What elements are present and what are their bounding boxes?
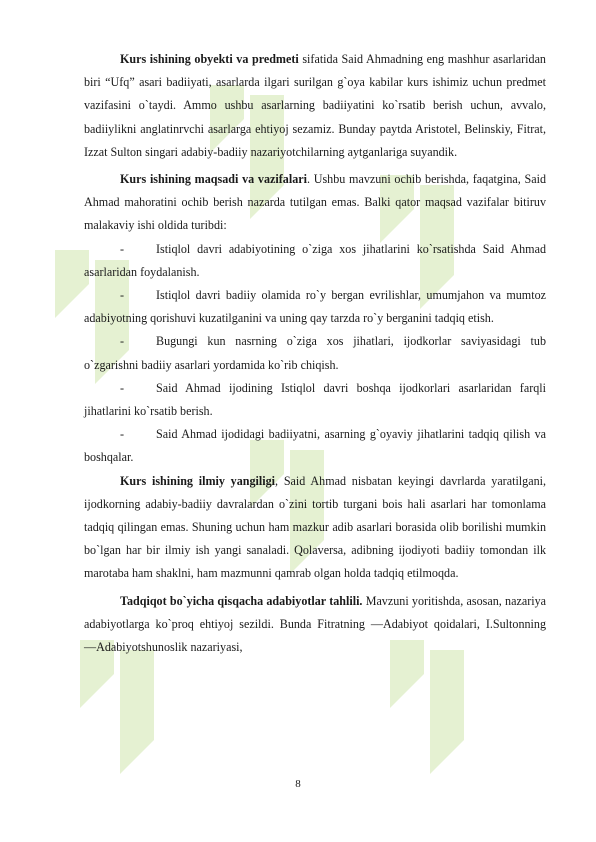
paragraph-goals-tasks xyxy=(84,168,546,238)
list-item-text: Said Ahmad ijodining Istiqlol davri boshqa ijodkorlari asarlaridan farqli jihatlarini ko`rsatib berish. xyxy=(84,380,546,419)
list-item-text: Bugungi kun nasrning o`ziga xos jihatlari, ijodkorlar saviyasidagi tub o`zgarishni badiiy asarlari yordamida ko`rib chiqish. xyxy=(84,334,546,372)
list-item xyxy=(84,238,546,284)
heading-scientific-novelty: Kurs ishining ilmiy yangiligi xyxy=(120,473,276,488)
paragraph-scientific-novelty xyxy=(84,470,546,586)
list-item-text: Istiqlol davri adabiyotining o`ziga xos jihatlarini ko`rsatishda Said Ahmad asarlaridan foydalanish. xyxy=(84,241,546,279)
document-body xyxy=(84,48,546,659)
list-dash: - xyxy=(120,427,125,442)
paragraph-text: sifatida Said Ahmadning eng mashhur asarlaridan biri “Ufq” asari badiiyati, asarlarda ilgari surilgan g`oya kabilar kurs ishimiz uchun predmet vazifasini o`taydi. Ammo ushbu asarlarning badiiyatini ko`rsatib berish uchun, avvalo, badiiylikni anglatinrvchi asarlarga ehtiyoj sezamiz. Bunday paytda Aristotel, Belinskiy, Fitrat, Izzat Sulton singari adabiy-badiiy nazariyotchilarning aytganlariga suyandik. xyxy=(84,52,546,159)
watermark-logo-mark xyxy=(390,640,464,774)
paragraph-text: . Ushbu mavzuni ochib berishda, faqatgina, Said Ahmad mahoratini ochib berish nazarda tutilgan emas. Balki qator maqsad vazifalar bitiruv malakaviy ishi oldida turibdi: xyxy=(84,172,546,233)
heading-goals-tasks: Kurs ishining maqsadi va vazifalari xyxy=(120,172,307,187)
list-dash: - xyxy=(120,380,125,395)
list-item xyxy=(84,377,546,423)
paragraph-text: , Said Ahmad nisbatan keyingi davrlarda yaratilgani, ijodkorning adabiy-badiiy davralardan o`zini tortib turgani bois hali asarlari har tomonlama tadqiq qilingan emas. Shuning uchun ham mazkur adib asarlari borasida olib borilishi mumkin bo`lgan har bir ilmiy ish yangi sanaladi. Qolaversa, adibning ijodiyoti badiiy tomondan ilk marotaba ham shaklni, ham mazmunni qamrab olgan holda tadqiq etilmoqda. xyxy=(84,473,547,581)
paragraph-literature-review xyxy=(84,590,546,660)
paragraph-text: Mavzuni yoritishda, asosan, nazariya adabiyotlarga ko`proq ehtiyoj sezildi. Bunda Fitratning ―Adabiyot qoidalari, I.Sultonning ―Adabiyotshunoslik nazariyasi, xyxy=(84,593,546,655)
list-item-text: Istiqlol davri badiiy olamida ro`y bergan evrilishlar, umumjahon va mumtoz adabiyotning qorishuvi kuzatilganini va uning qay tarzda ro`y berganini tadqiq etish. xyxy=(84,288,546,326)
page-number: 8 xyxy=(295,778,301,790)
paragraph-object-subject xyxy=(84,48,546,164)
watermark-logo-mark xyxy=(80,640,154,774)
list-item xyxy=(84,330,546,376)
list-dash: - xyxy=(120,288,125,303)
list-dash: - xyxy=(120,334,125,349)
list-item xyxy=(84,284,546,330)
list-item-text: Said Ahmad ijodidagi badiiyatni, asarning g`oyaviy jihatlarini tadqiq qilish va boshqalar. xyxy=(84,427,546,465)
list-item xyxy=(84,423,546,469)
heading-object-subject: Kurs ishining obyekti va predmeti xyxy=(120,52,299,66)
list-dash: - xyxy=(120,241,125,256)
heading-literature-review: Tadqiqot bo`yicha qisqacha adabiyotlar tahlili. xyxy=(120,593,363,608)
